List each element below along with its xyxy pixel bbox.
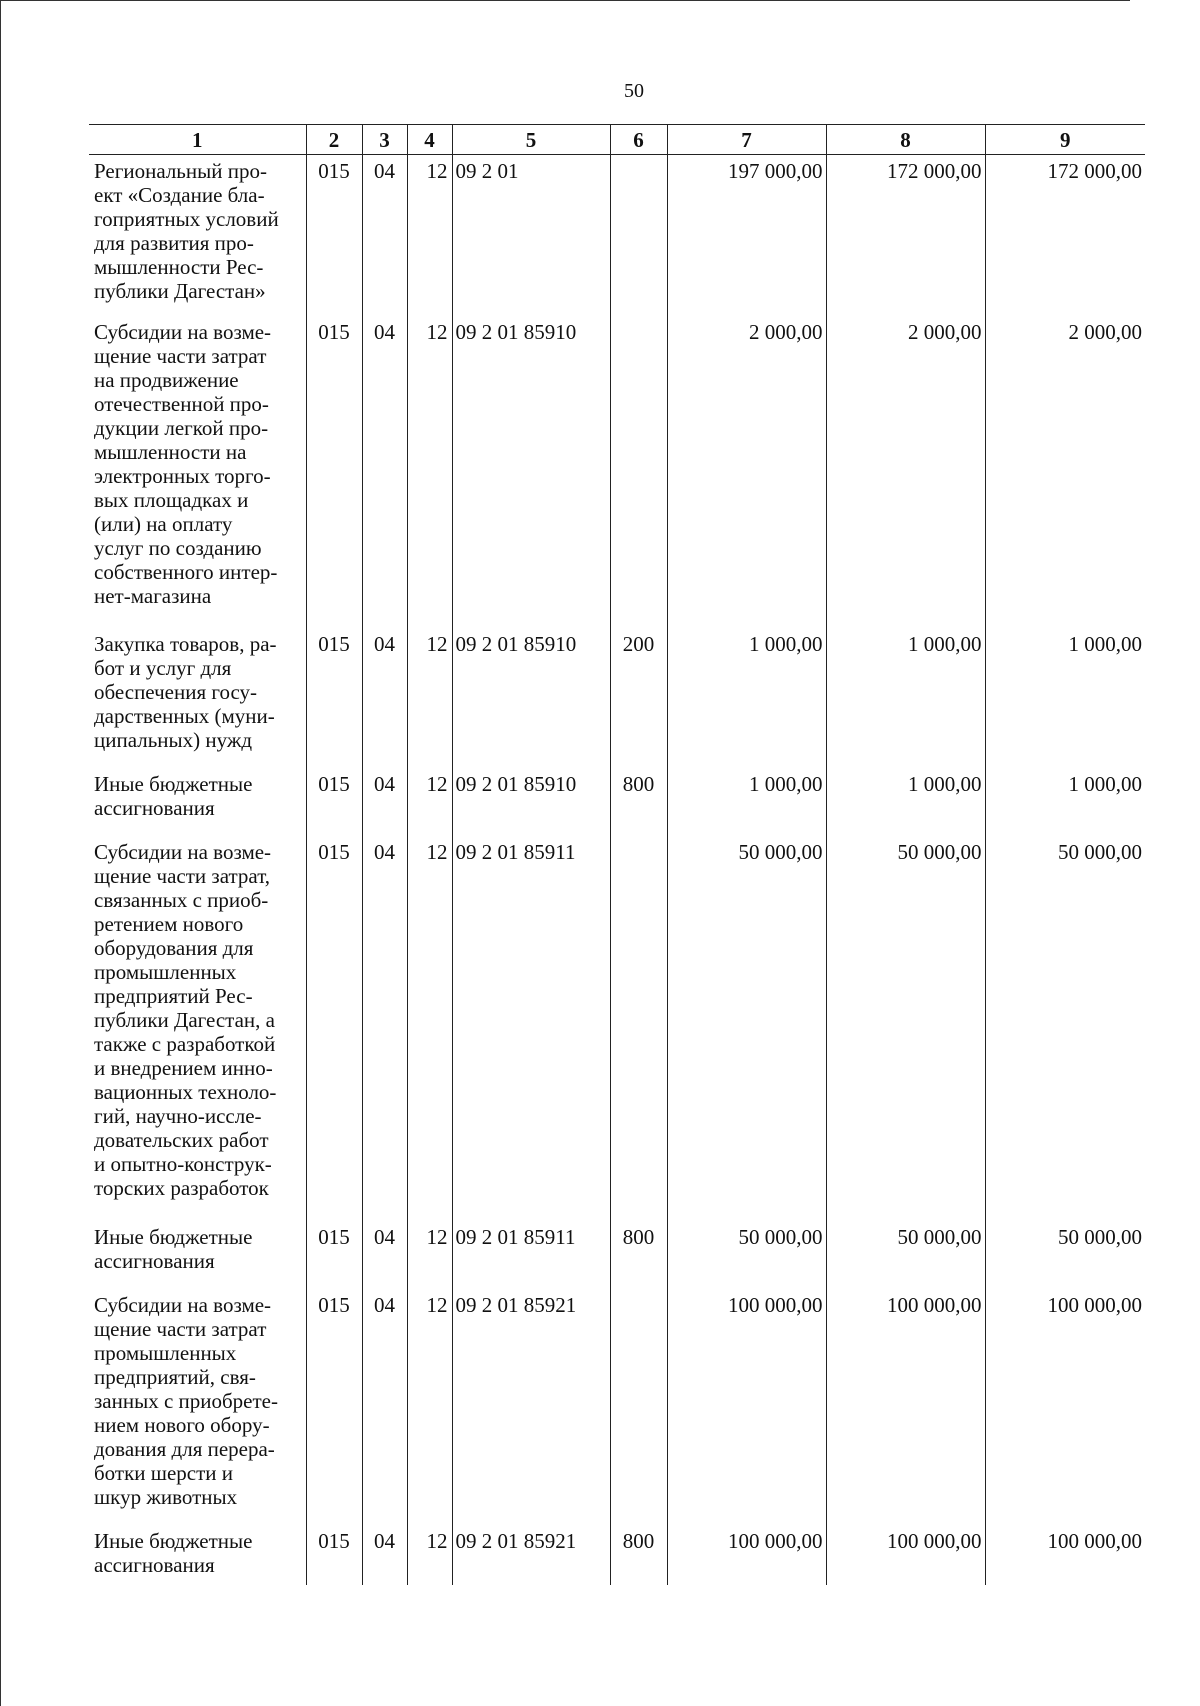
cell-section: 04 <box>362 836 407 1221</box>
cell-subsection: 12 <box>407 628 452 768</box>
cell-amount-col9: 1 000,00 <box>985 768 1145 836</box>
cell-ministry: 015 <box>306 836 362 1221</box>
table-row <box>89 836 1145 1221</box>
page-number: 50 <box>624 80 644 102</box>
cell-ministry: 015 <box>306 768 362 836</box>
row-name: Субсидии на возме- щение части затрат промышленных предприятий, свя- занных с приобрете- нием нового обору- дования для перера- ботки шерсти и шкур животных <box>94 1292 278 1509</box>
cell-target-article: 09 2 01 85921 <box>452 1289 610 1525</box>
cell-subsection: 12 <box>407 1525 452 1585</box>
cell-expense-type: 200 <box>610 628 667 768</box>
cell-amount-col9: 50 000,00 <box>985 1221 1145 1289</box>
cell-section: 04 <box>362 628 407 768</box>
cell-target-article: 09 2 01 85910 <box>452 768 610 836</box>
cell-subsection: 12 <box>407 836 452 1221</box>
table-body <box>89 155 1145 1585</box>
cell-target-article: 09 2 01 85911 <box>452 836 610 1221</box>
table-header-row <box>89 125 1145 155</box>
table-row <box>89 316 1145 628</box>
cell-expense-type <box>610 836 667 1221</box>
cell-ministry: 015 <box>306 155 362 316</box>
column-header: 9 <box>985 125 1145 155</box>
cell-expense-type <box>610 1289 667 1525</box>
column-header: 8 <box>826 125 985 155</box>
cell-amount-col9: 172 000,00 <box>985 155 1145 316</box>
scan-top-edge <box>0 0 1130 1</box>
cell-amount-col9: 1 000,00 <box>985 628 1145 768</box>
cell-subsection: 12 <box>407 768 452 836</box>
row-name: Закупка товаров, ра- бот и услуг для обеспечения госу- дарственных (муни- ципальных) нужд <box>94 631 277 752</box>
cell-amount-col9: 100 000,00 <box>985 1289 1145 1525</box>
cell-amount-col8: 100 000,00 <box>826 1525 985 1585</box>
cell-amount-col9: 100 000,00 <box>985 1525 1145 1585</box>
cell-expense-type: 800 <box>610 1525 667 1585</box>
cell-ministry: 015 <box>306 1221 362 1289</box>
table-row <box>89 1525 1145 1585</box>
cell-amount-col8: 1 000,00 <box>826 768 985 836</box>
column-header: 1 <box>89 125 306 155</box>
cell-amount-col8: 50 000,00 <box>826 836 985 1221</box>
cell-subsection: 12 <box>407 316 452 628</box>
row-name: Иные бюджетные ассигнования <box>94 771 253 820</box>
table-row <box>89 768 1145 836</box>
cell-ministry: 015 <box>306 316 362 628</box>
cell-section: 04 <box>362 1289 407 1525</box>
row-name: Региональный про- ект «Создание бла- гоприятных условий для развития про- мышленности Рес- публики Дагестан» <box>94 159 279 303</box>
cell-amount-col8: 100 000,00 <box>826 1289 985 1525</box>
cell-ministry: 015 <box>306 1525 362 1585</box>
cell-section: 04 <box>362 155 407 316</box>
cell-amount-col8: 50 000,00 <box>826 1221 985 1289</box>
row-name: Иные бюджетные ассигнования <box>94 1224 253 1273</box>
cell-amount-col8: 172 000,00 <box>826 155 985 316</box>
cell-subsection: 12 <box>407 1289 452 1525</box>
cell-amount-col7: 197 000,00 <box>667 155 826 316</box>
column-header: 5 <box>452 125 610 155</box>
cell-expense-type <box>610 316 667 628</box>
cell-section: 04 <box>362 316 407 628</box>
cell-target-article: 09 2 01 85921 <box>452 1525 610 1585</box>
table-row <box>89 155 1145 316</box>
cell-target-article: 09 2 01 <box>452 155 610 316</box>
budget-table <box>89 124 1145 1585</box>
scan-left-edge <box>0 0 1 1706</box>
row-name: Иные бюджетные ассигнования <box>94 1528 253 1577</box>
table-row <box>89 1221 1145 1289</box>
cell-section: 04 <box>362 768 407 836</box>
row-name: Субсидии на возме- щение части затрат на продвижение отечественной про- дукции легкой про- мышленности на электронных торго- вых площадках и (или) на оплату услуг по созданию собственного интер- нет-магазина <box>94 319 278 608</box>
cell-section: 04 <box>362 1221 407 1289</box>
column-header: 2 <box>306 125 362 155</box>
cell-amount-col7: 50 000,00 <box>667 836 826 1221</box>
cell-ministry: 015 <box>306 1289 362 1525</box>
cell-amount-col7: 50 000,00 <box>667 1221 826 1289</box>
column-header: 4 <box>407 125 452 155</box>
cell-amount-col7: 1 000,00 <box>667 628 826 768</box>
cell-target-article: 09 2 01 85910 <box>452 628 610 768</box>
table-row <box>89 1289 1145 1525</box>
cell-amount-col7: 2 000,00 <box>667 316 826 628</box>
cell-amount-col7: 100 000,00 <box>667 1289 826 1525</box>
row-name: Субсидии на возме- щение части затрат, связанных с приоб- ретением нового оборудования для промышленных предприятий Рес- публики Дагестан, а также с разработкой и внедрением инно- вационных техноло- гий, научно-иссле- довательских работ и опытно-конструк- торских разработок <box>94 839 277 1200</box>
cell-target-article: 09 2 01 85910 <box>452 316 610 628</box>
cell-amount-col8: 2 000,00 <box>826 316 985 628</box>
cell-amount-col9: 2 000,00 <box>985 316 1145 628</box>
cell-amount-col7: 100 000,00 <box>667 1525 826 1585</box>
cell-expense-type: 800 <box>610 768 667 836</box>
cell-ministry: 015 <box>306 628 362 768</box>
cell-expense-type: 800 <box>610 1221 667 1289</box>
cell-target-article: 09 2 01 85911 <box>452 1221 610 1289</box>
cell-amount-col8: 1 000,00 <box>826 628 985 768</box>
cell-amount-col7: 1 000,00 <box>667 768 826 836</box>
column-header: 6 <box>610 125 667 155</box>
cell-expense-type <box>610 155 667 316</box>
column-header: 7 <box>667 125 826 155</box>
table-row <box>89 628 1145 768</box>
cell-section: 04 <box>362 1525 407 1585</box>
cell-subsection: 12 <box>407 1221 452 1289</box>
cell-subsection: 12 <box>407 155 452 316</box>
column-header: 3 <box>362 125 407 155</box>
cell-amount-col9: 50 000,00 <box>985 836 1145 1221</box>
